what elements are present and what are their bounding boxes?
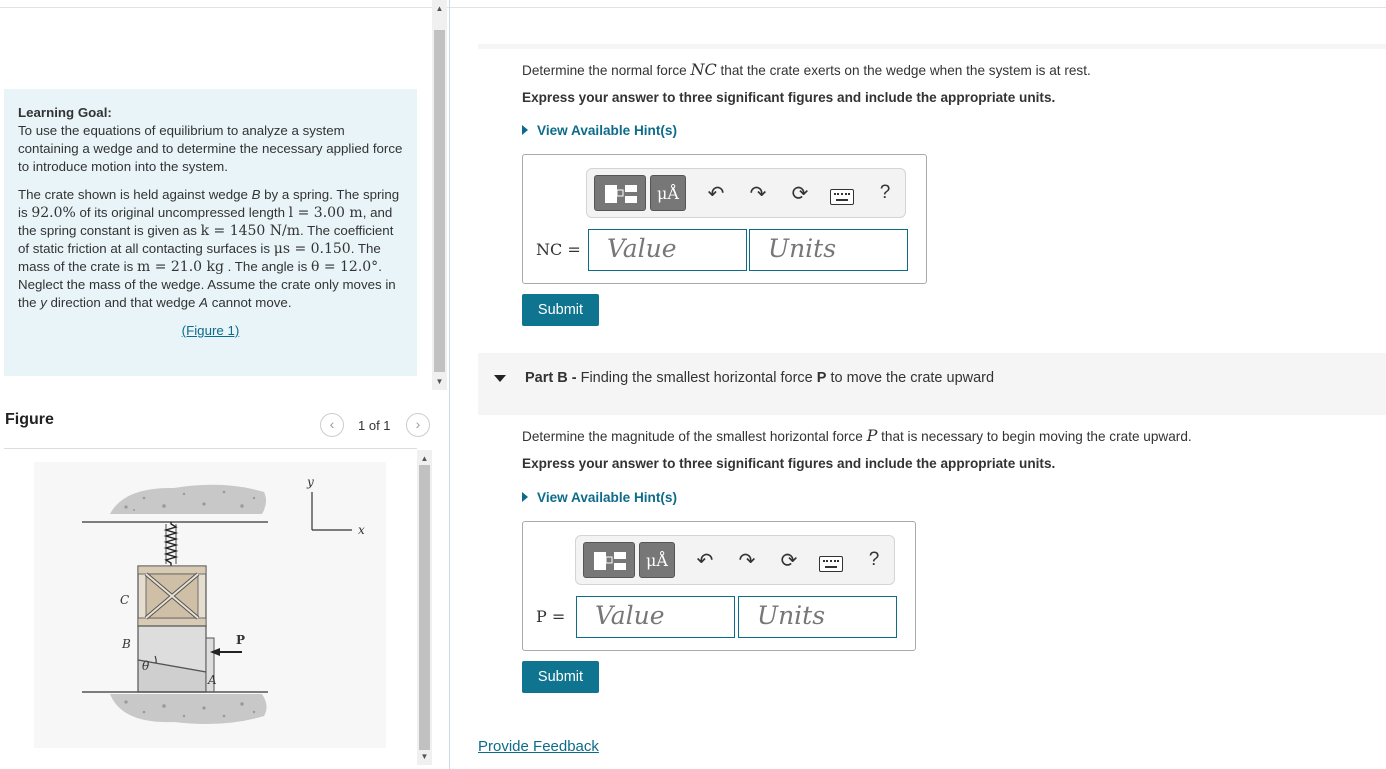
label-A: A (208, 673, 217, 687)
problem-text: direction and that wedge (46, 295, 200, 310)
math-value: 92.0% (31, 205, 76, 221)
question-text: Determine the magnitude of the smallest horizontal force (522, 429, 867, 444)
scroll-up-arrow-icon[interactable]: ▲ (435, 4, 444, 13)
learning-goal-text: To use the equations of equilibrium to analyze a system containing a wedge and to determine the necessary applied force to introduce motion into the system. (18, 123, 403, 174)
question-text: Determine the normal force (522, 63, 691, 78)
part-b-label: Part B - (525, 370, 581, 386)
goal-scrollbar[interactable] (432, 0, 447, 390)
chevron-left-icon: ‹ (329, 416, 335, 432)
scroll-thumb[interactable] (419, 465, 430, 750)
figure-pager (320, 413, 434, 439)
figure-divider (4, 448, 417, 449)
label-B: B (122, 637, 131, 651)
units-button[interactable] (650, 175, 686, 211)
wedge-figure (34, 462, 386, 748)
symbol-p: P (866, 426, 878, 445)
redo-icon[interactable]: ↷ (749, 183, 767, 205)
figure-link[interactable]: (Figure 1) (181, 323, 240, 338)
problem-text: . The angle is (223, 259, 311, 274)
figure-scrollbar[interactable] (417, 450, 432, 765)
p-label: P = (536, 607, 566, 626)
nc-label: NC = (536, 240, 581, 259)
help-icon[interactable]: ? (868, 549, 880, 570)
caret-right-icon (522, 492, 528, 502)
redo-icon[interactable]: ↷ (738, 550, 756, 572)
part-a-question (522, 60, 1091, 79)
label-theta: θ (142, 659, 150, 673)
caret-right-icon (522, 125, 528, 135)
part-a-header-band (478, 44, 1386, 49)
mu-angstrom-icon: μÅ (646, 551, 668, 570)
scroll-down-arrow-icon[interactable]: ▼ (435, 377, 444, 386)
provide-feedback-link[interactable]: Provide Feedback (478, 738, 599, 755)
next-figure-button[interactable] (406, 413, 430, 437)
problem-text: of its original uncompressed length (75, 205, 289, 220)
reset-icon[interactable]: ⟳ (780, 550, 798, 572)
units-input[interactable]: Units (749, 229, 908, 271)
templates-icon (595, 176, 647, 212)
prev-figure-button[interactable] (320, 413, 344, 437)
problem-text: . The coefficient of static friction at all contacting surfaces is (18, 223, 394, 256)
keyboard-icon[interactable] (819, 556, 843, 572)
problem-text: y (40, 295, 47, 310)
part-a-instruction: Express your answer to three significant figures and include the appropriate units. (522, 90, 1056, 105)
pane-divider (449, 0, 450, 769)
learning-goal-panel (4, 89, 417, 376)
caret-down-icon (494, 375, 506, 382)
question-text: that the crate exerts on the wedge when the system is at rest. (716, 63, 1091, 78)
part-b-title-text: Finding the smallest horizontal force (580, 370, 817, 386)
part-b-submit-button[interactable]: Submit (522, 661, 599, 693)
problem-text: cannot move. (208, 295, 292, 310)
scroll-down-arrow-icon[interactable]: ▼ (420, 752, 429, 761)
problem-text: . The mass of the crate is (18, 241, 381, 274)
figure-title: Figure (5, 411, 54, 428)
problem-text: by a spring. The spring is (18, 187, 400, 220)
part-a-submit-button[interactable]: Submit (522, 294, 599, 326)
problem-text: B (251, 187, 261, 202)
part-b-answer-box (522, 521, 916, 651)
top-divider (0, 7, 1386, 8)
symbol-nc: NC (690, 60, 717, 79)
undo-icon[interactable]: ↶ (696, 550, 714, 572)
value-input[interactable]: Value (588, 229, 747, 271)
label-P: P (236, 633, 246, 647)
math-toolbar (575, 535, 895, 585)
axis-x-label: x (358, 523, 365, 537)
part-b-question (522, 426, 1192, 445)
part-b-title-text: to move the crate upward (826, 370, 995, 386)
math-value: k = 1450 N/m (200, 223, 301, 239)
hint-label: View Available Hint(s) (537, 490, 678, 505)
units-button[interactable] (639, 542, 675, 578)
part-b-title (525, 370, 994, 386)
reset-icon[interactable]: ⟳ (791, 183, 809, 205)
math-value: l = 3.00 m (288, 205, 363, 221)
part-b-title-symbol: P (816, 370, 827, 386)
scroll-thumb[interactable] (434, 30, 445, 372)
part-b-hint-link[interactable] (522, 490, 677, 505)
templates-button[interactable] (583, 542, 635, 578)
problem-text: The crate shown is held against wedge (18, 187, 252, 202)
pager-text: 1 of 1 (358, 418, 391, 433)
chevron-right-icon: › (415, 416, 421, 432)
axis-y-label: y (307, 475, 314, 489)
part-b-header[interactable] (478, 353, 1386, 415)
math-value: θ = 12.0° (310, 259, 379, 275)
part-a-hint-link[interactable] (522, 123, 677, 138)
templates-icon (584, 543, 636, 579)
hint-label: View Available Hint(s) (537, 123, 678, 138)
undo-icon[interactable]: ↶ (707, 183, 725, 205)
label-C: C (120, 593, 130, 607)
keyboard-icon[interactable] (830, 189, 854, 205)
math-value: μs = 0.150 (273, 241, 351, 257)
value-input[interactable]: Value (576, 596, 735, 638)
units-input[interactable]: Units (738, 596, 897, 638)
problem-statement (18, 186, 403, 312)
math-toolbar (586, 168, 906, 218)
learning-goal-heading: Learning Goal: (18, 105, 112, 120)
part-b-instruction: Express your answer to three significant figures and include the appropriate units. (522, 456, 1056, 471)
scroll-up-arrow-icon[interactable]: ▲ (420, 454, 429, 463)
mu-angstrom-icon: μÅ (657, 184, 679, 203)
templates-button[interactable] (594, 175, 646, 211)
part-a-answer-box (522, 154, 927, 284)
math-value: m = 21.0 kg (136, 259, 224, 275)
problem-text: A (199, 295, 208, 310)
problem-text: . Neglect the mass of the wedge. Assume the crate only moves in the (18, 259, 396, 310)
question-text: that is necessary to begin moving the crate upward. (877, 429, 1192, 444)
problem-text: , and the spring constant is given as (18, 205, 393, 238)
help-icon[interactable]: ? (879, 182, 891, 203)
